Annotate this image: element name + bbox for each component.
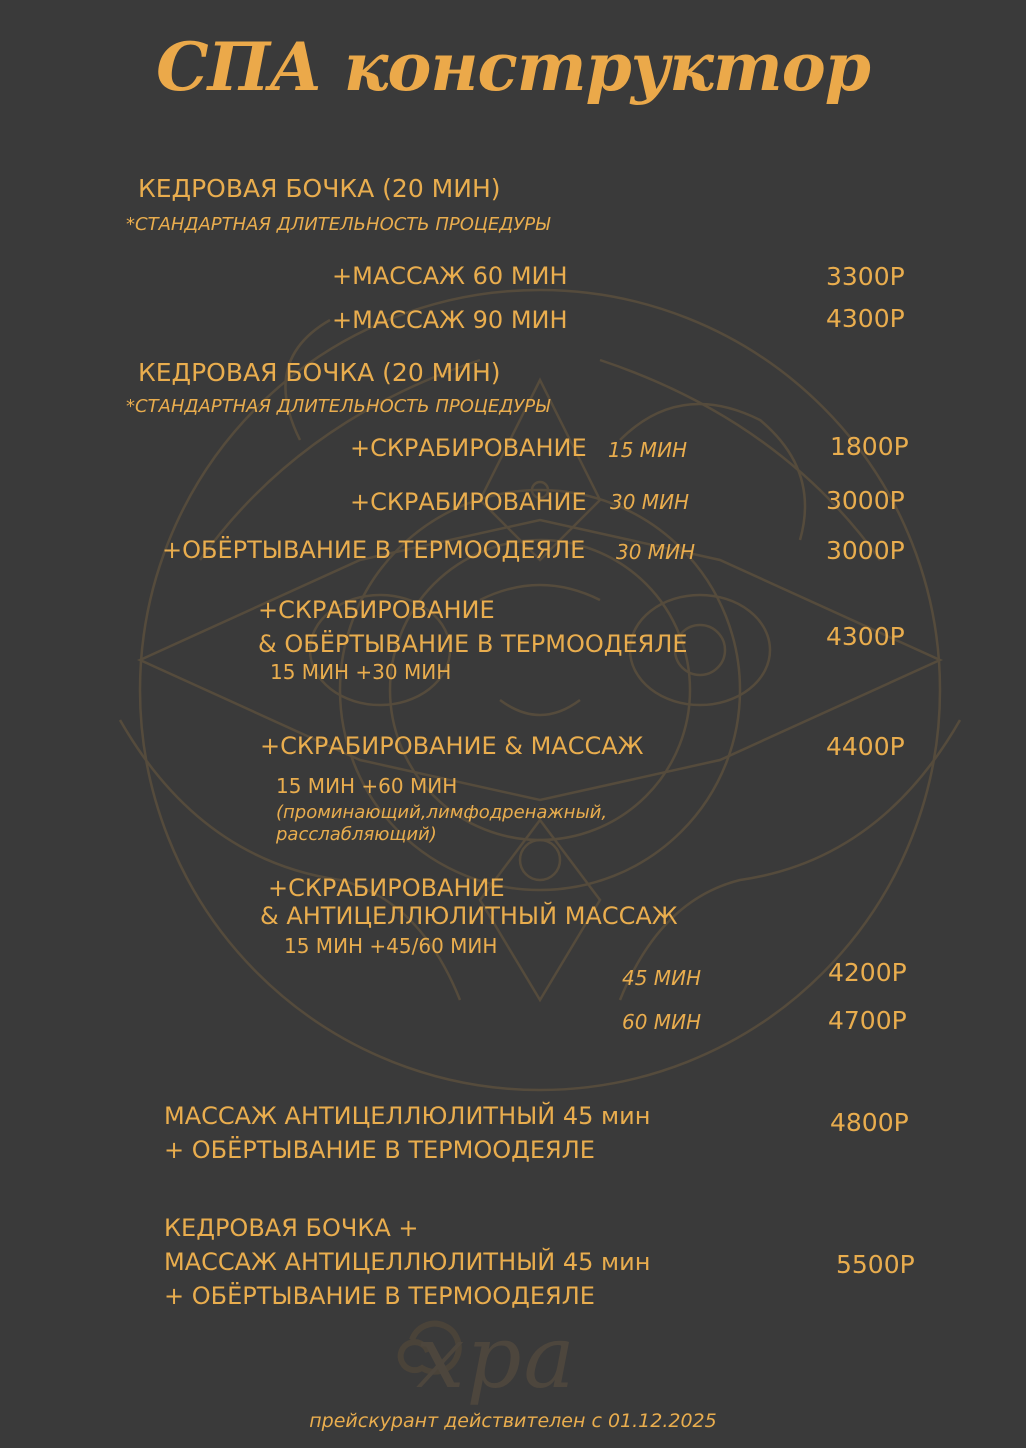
- option-45-duration: 45 МИН: [622, 966, 702, 990]
- item-massage-60: +МАССАЖ 60 МИН: [332, 262, 568, 290]
- option-60-duration: 60 МИН: [622, 1010, 702, 1034]
- item-scrub-30: +СКРАБИРОВАНИЕ: [350, 488, 587, 516]
- logo-wordmark: хра: [416, 1308, 577, 1408]
- combo-1-price: 4800Р: [830, 1108, 909, 1137]
- option-60-price: 4700Р: [828, 1006, 907, 1035]
- item-scrub-massage: +СКРАБИРОВАНИЕ & МАССАЖ: [260, 732, 644, 760]
- item-scrub-wrap-duration: 15 МИН +30 МИН: [270, 660, 452, 684]
- duration-scrub-15: 15 МИН: [608, 438, 688, 462]
- item-massage-90: +МАССАЖ 90 МИН: [332, 306, 568, 334]
- price-list-validity: прейскурант действителен с 01.12.2025: [309, 1410, 717, 1432]
- item-scrub-anticell-duration: 15 МИН +45/60 МИН: [284, 934, 498, 958]
- section-1-heading: КЕДРОВАЯ БОЧКА (20 МИН): [138, 174, 501, 203]
- combo-2-line2: МАССАЖ АНТИЦЕЛЛЮЛИТНЫЙ 45 мин: [164, 1248, 651, 1276]
- combo-2-price: 5500Р: [836, 1250, 915, 1279]
- combo-1-line1: МАССАЖ АНТИЦЕЛЛЮЛИТНЫЙ 45 мин: [164, 1102, 651, 1130]
- price-scrub-15: 1800Р: [830, 432, 909, 461]
- section-2-heading: КЕДРОВАЯ БОЧКА (20 МИН): [138, 358, 501, 387]
- item-scrub-15: +СКРАБИРОВАНИЕ: [350, 434, 587, 462]
- item-scrub-massage-note-2: расслабляющий): [276, 824, 437, 845]
- combo-2-line1: КЕДРОВАЯ БОЧКА +: [164, 1214, 419, 1242]
- price-scrub-wrap: 4300Р: [826, 622, 905, 651]
- item-wrap-30: +ОБЁРТЫВАНИЕ В ТЕРМООДЕЯЛЕ: [162, 536, 586, 564]
- section-1-note: *СТАНДАРТНАЯ ДЛИТЕЛЬНОСТЬ ПРОЦЕДУРЫ: [126, 214, 550, 235]
- item-scrub-wrap-line1: +СКРАБИРОВАНИЕ: [258, 596, 495, 624]
- item-scrub-anticell-line1: +СКРАБИРОВАНИЕ: [268, 874, 505, 902]
- item-scrub-wrap-line2: & ОБЁРТЫВАНИЕ В ТЕРМООДЕЯЛЕ: [258, 630, 688, 658]
- duration-scrub-30: 30 МИН: [610, 490, 690, 514]
- price-massage-90: 4300Р: [826, 304, 905, 333]
- price-scrub-massage: 4400Р: [826, 732, 905, 761]
- item-scrub-anticell-line2: & АНТИЦЕЛЛЮЛИТНЫЙ МАССАЖ: [260, 902, 678, 930]
- price-scrub-30: 3000Р: [826, 486, 905, 515]
- price-wrap-30: 3000Р: [826, 536, 905, 565]
- price-massage-60: 3300Р: [826, 262, 905, 291]
- combo-2-line3: + ОБЁРТЫВАНИЕ В ТЕРМООДЕЯЛЕ: [164, 1282, 595, 1310]
- item-scrub-massage-note-1: (проминающий,лимфодренажный,: [276, 802, 608, 823]
- duration-wrap-30: 30 МИН: [616, 540, 696, 564]
- item-scrub-massage-duration: 15 МИН +60 МИН: [276, 774, 458, 798]
- option-45-price: 4200Р: [828, 958, 907, 987]
- page-title: СПА конструктор: [156, 28, 870, 106]
- combo-1-line2: + ОБЁРТЫВАНИЕ В ТЕРМООДЕЯЛЕ: [164, 1136, 595, 1164]
- section-2-note: *СТАНДАРТНАЯ ДЛИТЕЛЬНОСТЬ ПРОЦЕДУРЫ: [126, 396, 550, 417]
